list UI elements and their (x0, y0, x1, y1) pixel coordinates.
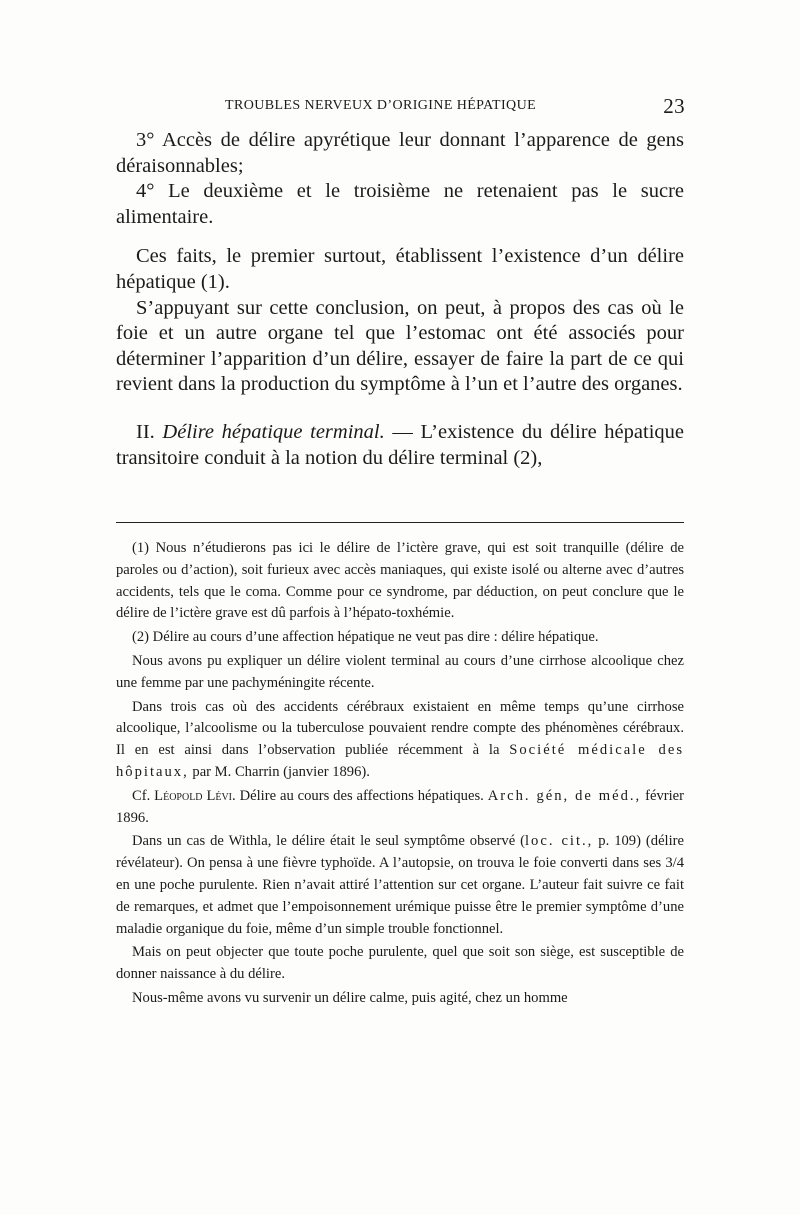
footnote-2-objection: Mais on peut objecter que toute poche purulente, quel que soit son siège, est susceptible de donner naissance à du délire. (116, 944, 684, 983)
footnote-2-last: Nous-même avons vu survenir un délire calme, puis agité, chez un homme (132, 989, 568, 1006)
paragraph-section-ii (116, 420, 684, 471)
footnote-2-continued: Nous avons pu expliquer un délire violent terminal au cours d’une cirrhose alcoolique chez une femme par une pachyméningite récente. (116, 652, 684, 691)
section-text: — L’existence du délire hépatique transitoire conduit à la notion du délire terminal (2), (116, 420, 684, 469)
citation-abbrev: loc. cit., (525, 833, 594, 850)
paragraph-list-item-3: 3° Accès de délire apyrétique leur donnant l’apparence de gens déraisonnables; (116, 129, 684, 177)
journal-name: Arch. gén, de méd., (487, 787, 642, 804)
footnote-1: (1) Nous n’étudierons pas ici le délire de l’ictère grave, qui est soit tranquille (délire de paroles ou d’action), soit furieux avec accès maniaques, qui existe isolé ou alterne avec d’autres accidents, tels que le coma. Comme pour ce syndrome, par déduction, on peut conclure que le délire de l’ictère grave est dû parfois à l’hépato-toxhémie. (116, 540, 684, 622)
author-name: Léopold Lévi. (154, 787, 236, 804)
footnote-2: (2) Délire au cours d’une affection hépatique ne veut pas dire : délire hépatique. (132, 629, 599, 646)
section-heading: Délire hépatique terminal. (162, 420, 385, 443)
footnotes (116, 538, 684, 1010)
footnote-2-withla (116, 831, 684, 940)
footnote-text: Dans trois cas où des accidents cérébraux existaient en même temps qu’une cirrhose alcoolique, l’alcoolisme ou la tuberculose pouvaient rendre compte des phénomènes cérébraux. Il en est ainsi dans l’observation publiée récemment à la (116, 698, 684, 759)
paragraph-argument: S’appuyant sur cette conclusion, on peut, à propos des cas où le foie et un autre organe tel que l’estomac ont été associés pour déterminer l’apparition d’un délire, essayer de faire la part de ce qui revient dans la production du symptôme à l’un et l’autre des organes. (116, 296, 684, 396)
paragraph-conclusion: Ces faits, le premier surtout, établissent l’existence d’un délire hépatique (1). (116, 245, 684, 293)
footnote-rule (116, 522, 684, 523)
footnote-2-reference (116, 786, 684, 830)
footnote-text: Dans un cas de Withla, le délire était le seul symptôme observé ( (132, 833, 525, 850)
running-head (225, 94, 685, 118)
section-number: II. (136, 420, 155, 443)
footnote-2-cases (116, 697, 684, 784)
footnote-text: Cf. (132, 787, 151, 804)
running-title: TROUBLES NERVEUX D’ORIGINE HÉPATIQUE (225, 98, 537, 113)
journal-name: Société médicale des hôpitaux, (116, 742, 684, 780)
footnote-text: février 1896. (116, 787, 685, 826)
footnote-text: p. 109) (délire révélateur). On pensa à une fièvre typhoïde. A l’autopsie, on trouva le foie converti dans ses 3/4 en une poche purulente. Rien n’avait attiré l’attention sur cet organe. L’auteur fait suivre ce fait de remarques, et admet que l’empoisonnement urémique puisse être le premier symptôme d’une maladie organique du foie, même d’un simple trouble fonctionnel. (116, 833, 684, 937)
footnote-text: par M. Charrin (janvier 1896). (192, 763, 370, 780)
paragraph-list-item-4: 4° Le deuxième et le troisième ne retenaient pas le sucre alimentaire. (116, 180, 684, 228)
main-text (116, 128, 684, 471)
footnote-text: Délire au cours des affections hépatiques. (239, 787, 484, 804)
page-number: 23 (663, 94, 685, 118)
